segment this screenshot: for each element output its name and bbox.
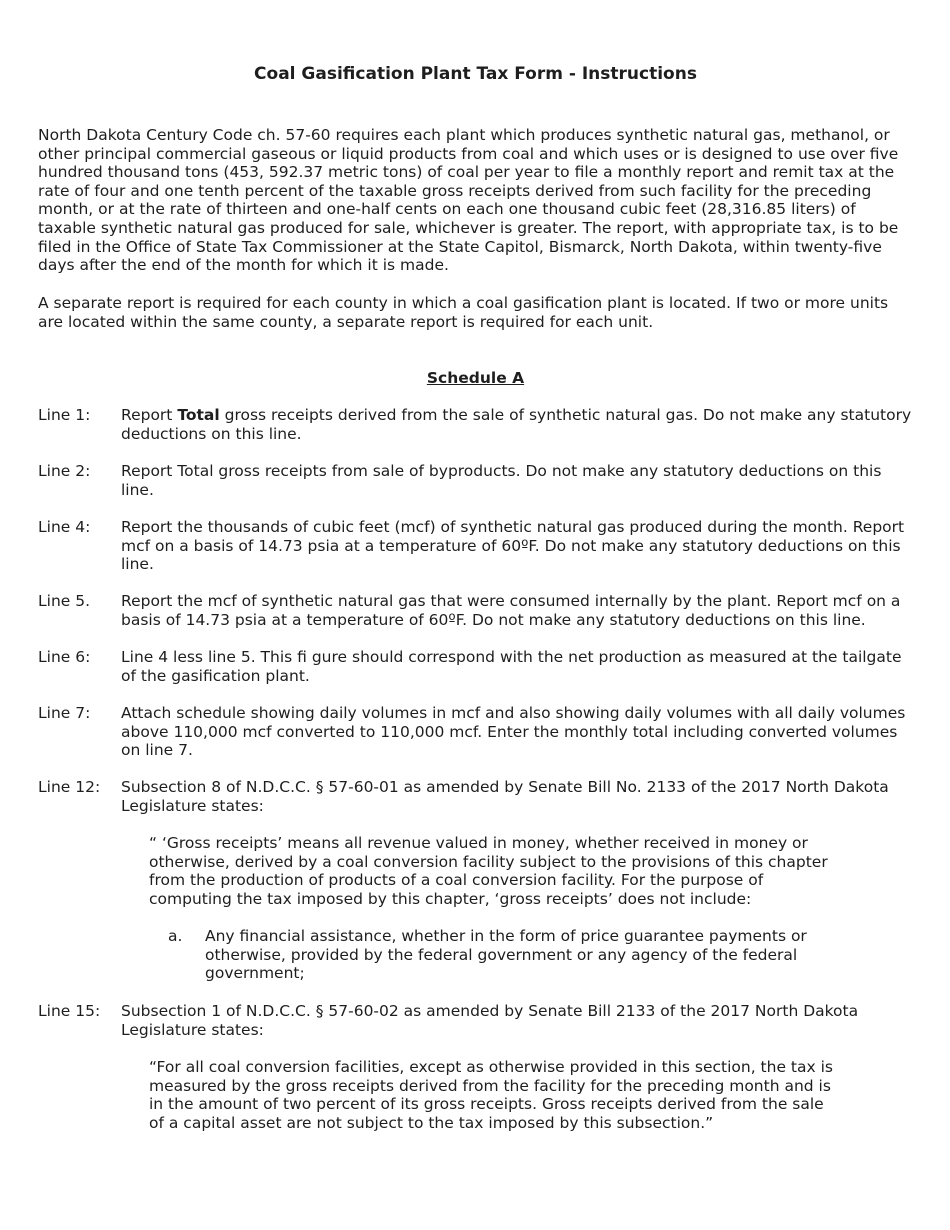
line-6-label: Line 6:: [38, 648, 91, 666]
sub-item-letter: a.: [168, 927, 183, 945]
line-1-text-suffix: gross receipts derived from the sale of synthetic natural gas. Do not make any statutory deductions on this line.: [121, 406, 912, 443]
line-12-text: Subsection 8 of N.D.C.C. § 57-60-01 as amended by Senate Bill No. 2133 of the 2017 North Dakota Legislature states:: [121, 778, 889, 815]
line-15-quote: “For all coal conversion facilities, except as otherwise provided in this section, the tax is measured by the gross receipts derived from the facility for the preceding month and is in the amount of two percent of its gross receipts. Gross receipts derived from the sale of a capital asset are not subject to the tax imposed by this subsection.”: [149, 1058, 833, 1132]
line-6-text: Line 4 less line 5. This fi gure should correspond with the net production as measured at the tailgate of the gasification plant.: [121, 648, 902, 685]
line-4-text: Report the thousands of cubic feet (mcf) of synthetic natural gas produced during the month. Report mcf on a basis of 14.73 psia at a temperature of 60ºF. Do not make any statutory deductions on this line.: [121, 518, 905, 574]
line-4-label: Line 4:: [38, 518, 91, 536]
schedule-a-heading: Schedule A: [426, 369, 525, 387]
line-5-label: Line 5.: [38, 592, 91, 610]
document-title: Coal Gasification Plant Tax Form - Instructions: [254, 64, 697, 84]
intro-paragraph-2: A separate report is required for each county in which a coal gasification plant is located. If two or more units are located within the same county, a separate report is required for each unit.: [38, 294, 889, 331]
line-1-text-bold: Total: [177, 406, 220, 424]
line-1-text-prefix: Report: [121, 406, 178, 424]
sub-item-text: Any financial assistance, whether in the form of price guarantee payments or otherwise, provided by the federal government or any agency of the federal government;: [205, 927, 807, 983]
line-7-text: Attach schedule showing daily volumes in mcf and also showing daily volumes with all daily volumes above 110,000 mcf converted to 110,000 mcf. Enter the monthly total including converted volumes on line 7.: [121, 704, 906, 760]
line-1-text: [121, 406, 913, 443]
line-12-label: Line 12:: [38, 778, 101, 796]
line-1-label: Line 1:: [38, 406, 91, 424]
line-5-text: Report the mcf of synthetic natural gas that were consumed internally by the plant. Report mcf on a basis of 14.73 psia at a temperature of 60ºF. Do not make any statutory deductions on this line.: [121, 592, 901, 629]
line-12-quote: “ ‘Gross receipts’ means all revenue valued in money, whether received in money or otherwise, derived by a coal conversion facility subject to the provisions of this chapter from the production of products of a coal conversion facility. For the purpose of computing the tax imposed by this chapter, ‘gross receipts’ does not include:: [149, 834, 828, 908]
line-2-text: Report Total gross receipts from sale of byproducts. Do not make any statutory deductions on this line.: [121, 462, 882, 499]
intro-paragraph-1: North Dakota Century Code ch. 57-60 requires each plant which produces synthetic natural gas, methanol, or other principal commercial gaseous or liquid products from coal and which uses or is designed to use over five hundred thousand tons (453, 592.37 metric tons) of coal per year to file a monthly report and remit tax at the rate of four and one tenth percent of the taxable gross receipts derived from such facility for the preceding month, or at the rate of thirteen and one-half cents on each one thousand cubic feet (28,316.85 liters) of taxable synthetic natural gas produced for sale, whichever is greater. The report, with appropriate tax, is to be filed in the Office of State Tax Commissioner at the State Capitol, Bismarck, North Dakota, within twenty-five days after the end of the month for which it is made.: [38, 126, 899, 275]
line-2-label: Line 2:: [38, 462, 91, 480]
line-7-label: Line 7:: [38, 704, 91, 722]
line-15-label: Line 15:: [38, 1002, 101, 1020]
line-15-text: Subsection 1 of N.D.C.C. § 57-60-02 as amended by Senate Bill 2133 of the 2017 North Dakota Legislature states:: [121, 1002, 859, 1039]
